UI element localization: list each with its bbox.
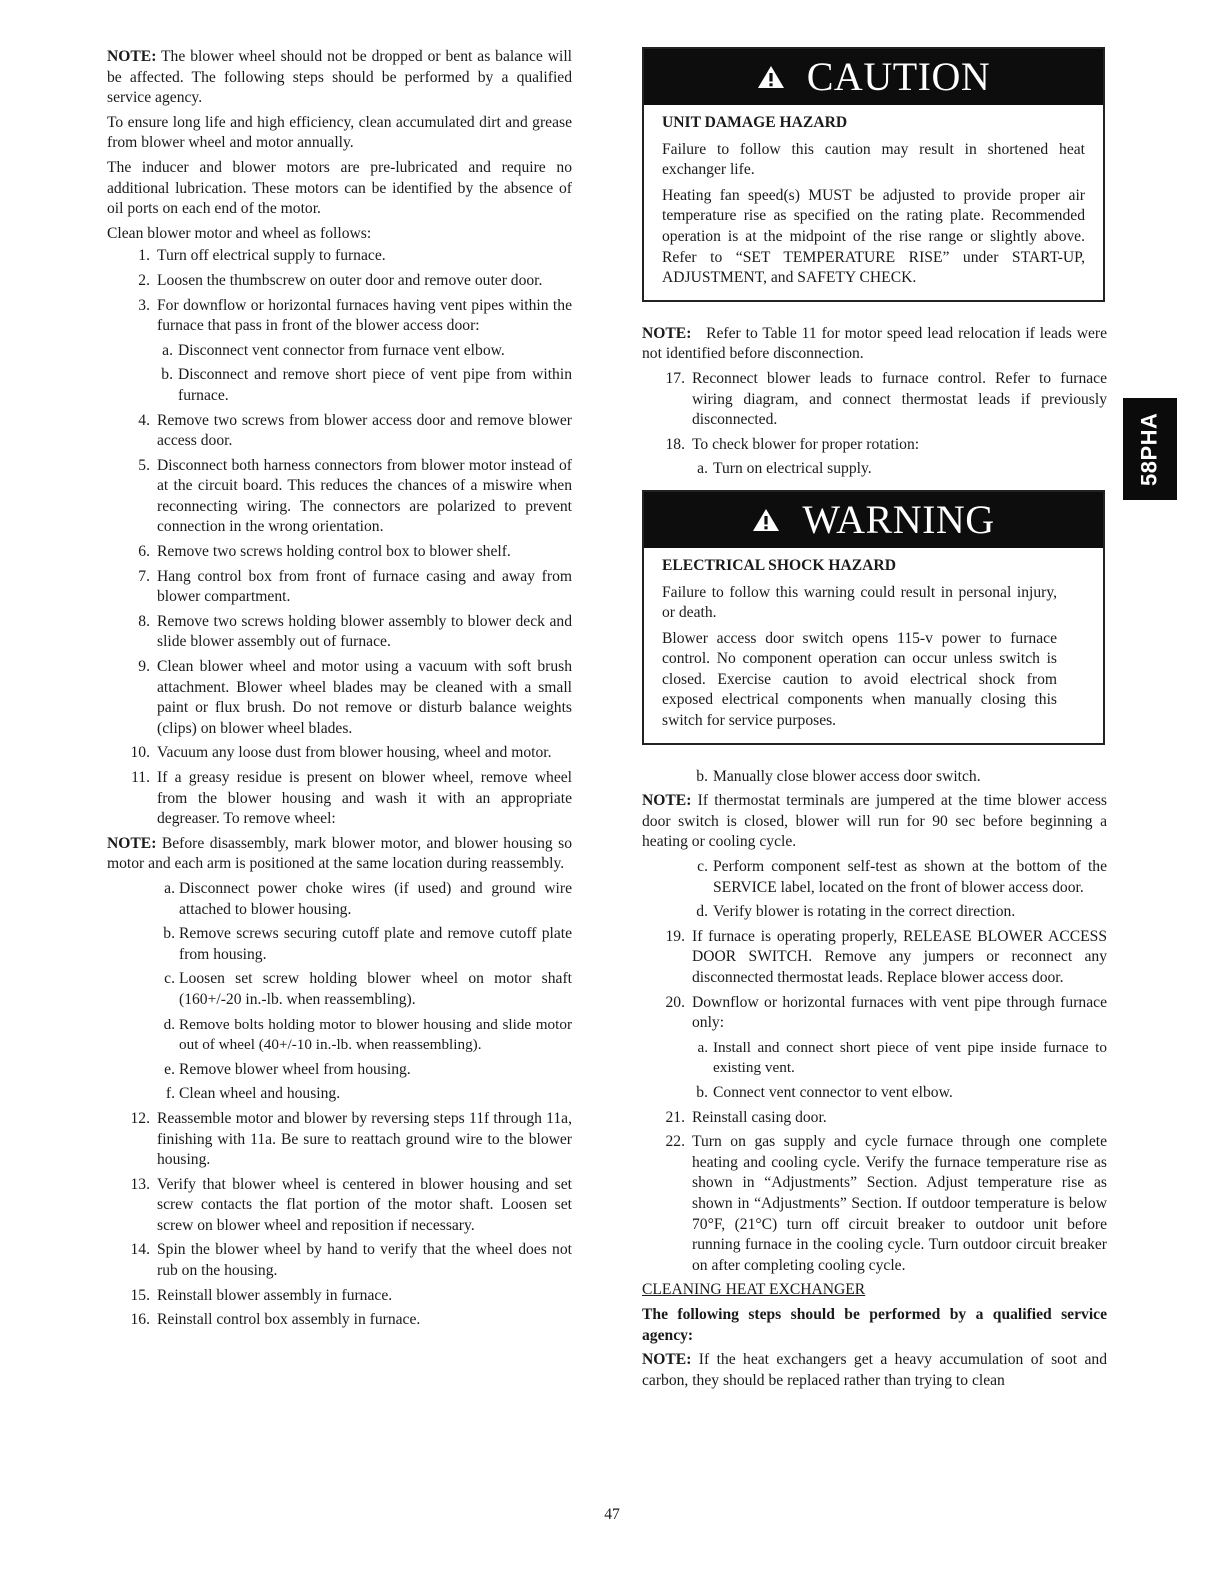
step-item: 2. Loosen the thumbscrew on outer door and remove outer door.	[138, 271, 543, 289]
caution-heading: CAUTION	[806, 53, 991, 99]
step-item: 1. Turn off electrical supply to furnace.	[138, 247, 386, 265]
step-item: 17. Reconnect blower leads to furnace control. Refer to furnace wiring diagram, and connect thermostat leads if previously disconnected.	[665, 369, 1107, 429]
note-text: If the heat exchangers get a heavy accumulation of soot and carbon, they should be replaced rather than trying to clean	[642, 1351, 1107, 1389]
note-label: NOTE:	[107, 834, 157, 852]
step-item: 20. Downflow or horizontal furnaces with vent pipe through furnace only:	[665, 993, 1107, 1032]
intro-paragraph: Clean blower motor and wheel as follows:	[107, 224, 372, 242]
caution-text: Failure to follow this caution may result in shortened heat exchanger life.	[662, 140, 1085, 179]
warning-heading: WARNING	[802, 496, 995, 542]
section-heading: CLEANING HEAT EXCHANGER	[642, 1281, 866, 1299]
substep-item: f. Clean wheel and housing.	[165, 1085, 341, 1103]
step-item: 6. Remove two screws holding control box to blower shelf.	[138, 543, 511, 561]
step-item: 22. Turn on gas supply and cycle furnace through one complete heating and cooling cycle. Verify the furnace temperature rise as shown in “Adjustments” Section. Adjust temperature rise as shown in “Adjustments” Section. If outdoor temperature is below 70°F, (21°C) turn off circuit breaker to outdoor unit before running furnace in the cooling cycle. Turn outdoor circuit breaker on after completing cooling cycle.	[665, 1133, 1107, 1274]
warning-header	[644, 492, 1103, 548]
substep-item: c. Perform component self-test as shown at the bottom of the SERVICE label, located on the front of blower access door.	[697, 858, 1107, 896]
step-item: 18. To check blower for proper rotation:	[665, 435, 920, 453]
step-item: 10. Vacuum any loose dust from blower housing, wheel and motor.	[130, 744, 552, 762]
substep-item: d. Remove bolts holding motor to blower housing and slide motor out of wheel (40+/-10 in.-lb. when reassembling).	[163, 1015, 572, 1054]
caution-text: Heating fan speed(s) MUST be adjusted to provide proper air temperature rise as specified on the rating plate. Recommended operation is at the midpoint of the rise range or slightly above. Refer to “SET TEMPERATURE RISE” under START-UP, ADJUSTMENT, and SAFETY CHECK.	[662, 186, 1085, 287]
warning-body	[644, 548, 1103, 743]
caution-box	[642, 47, 1105, 302]
note-disassembly	[107, 834, 572, 875]
note-text: Before disassembly, mark blower motor, and blower housing so motor and each arm is positioned at the same location during reassembly.	[107, 834, 572, 873]
substep-item: b. Remove screws securing cutoff plate and remove cutoff plate from housing.	[163, 925, 572, 963]
substep-item: a. Disconnect vent connector from furnace vent elbow.	[162, 341, 505, 359]
step-item: 4. Remove two screws from blower access door and remove blower access door.	[138, 411, 572, 450]
substep-item: a. Turn on electrical supply.	[697, 460, 872, 478]
warning-text: Failure to follow this warning could result in personal injury, or death.	[662, 583, 1057, 622]
qualified-notice: The following steps should be performed by a qualified service agency:	[642, 1305, 1107, 1344]
step-item: 14. Spin the blower wheel by hand to verify that the wheel does not rub on the housing.	[130, 1241, 572, 1280]
substep-item: b. Manually close blower access door switch.	[696, 767, 981, 785]
warning-triangle-icon	[757, 65, 785, 89]
warning-title: ELECTRICAL SHOCK HAZARD	[662, 556, 896, 574]
step-item: 8. Remove two screws holding blower assembly to blower deck and slide blower assembly out of furnace.	[138, 612, 572, 651]
warning-box	[642, 490, 1105, 745]
step-item: 12. Reassemble motor and blower by reversing steps 11f through 11a, finishing with 11a. Be sure to reattach ground wire to the blower housing.	[130, 1109, 572, 1169]
step-item: 19. If furnace is operating properly, RELEASE BLOWER ACCESS DOOR SWITCH. Remove any jumpers or reconnect any disconnected thermostat leads. Replace blower access door.	[665, 927, 1107, 986]
step-item: 15. Reinstall blower assembly in furnace.	[130, 1286, 393, 1304]
note-text: If thermostat terminals are jumpered at the time blower access door switch is closed, blower will run for 90 sec before beginning a heating or cooling cycle.	[642, 792, 1107, 851]
left-column	[107, 47, 572, 1335]
right-column	[642, 47, 1107, 1395]
note-heat-exchanger	[642, 1350, 1107, 1391]
model-side-tab	[1123, 398, 1177, 500]
note-label: NOTE:	[642, 324, 692, 342]
caution-body	[644, 105, 1103, 300]
substep-item: d. Verify blower is rotating in the correct direction.	[696, 903, 1016, 921]
step-item: 7. Hang control box from front of furnace casing and away from blower compartment.	[138, 567, 572, 606]
note-label: NOTE:	[107, 48, 157, 65]
note-label: NOTE:	[642, 1351, 692, 1369]
substep-item: a. Install and connect short piece of vent pipe inside furnace to existing vent.	[697, 1038, 1107, 1077]
caution-header	[644, 49, 1103, 105]
page-number: 47	[604, 1506, 620, 1523]
note-table-11	[642, 324, 1107, 365]
substep-item: c. Loosen set screw holding blower wheel on motor shaft (160+/-20 in.-lb. when reassembling).	[164, 970, 572, 1008]
intro-note	[107, 47, 572, 109]
substep-item: e. Remove blower wheel from housing.	[164, 1060, 411, 1078]
intro-paragraph: To ensure long life and high efficiency, clean accumulated dirt and grease from blower wheel and motor annually.	[107, 113, 572, 152]
step-item: 9. Clean blower wheel and motor using a vacuum with soft brush attachment. Blower wheel blades may be cleaned with a small paint or flux brush. Do not remove or disturb balance weights (clips) on blower wheel blades.	[138, 658, 572, 737]
note-jumpered	[642, 791, 1107, 853]
model-label: 58PHA	[1136, 412, 1162, 486]
warning-triangle-icon	[752, 508, 780, 532]
step-item: 21. Reinstall casing door.	[665, 1108, 827, 1126]
note-text: Refer to Table 11 for motor speed lead relocation if leads were not identified before disconnection.	[642, 324, 1107, 363]
substep-item: b. Disconnect and remove short piece of vent pipe from within furnace.	[161, 366, 572, 404]
note-text: The blower wheel should not be dropped or bent as balance will be affected. The following steps should be performed by a qualified service agency.	[107, 48, 572, 107]
step-item: 5. Disconnect both harness connectors from blower motor instead of at the circuit board. This reduces the chances of a miswire when reconnecting wiring. The connectors are polarized to prevent connection in the wrong orientation.	[138, 456, 572, 536]
substep-item: b. Connect vent connector to vent elbow.	[696, 1083, 953, 1101]
step-item: 16. Reinstall control box assembly in furnace.	[130, 1311, 421, 1329]
step-item: 3. For downflow or horizontal furnaces having vent pipes within the furnace that pass in front of the blower access door:	[138, 296, 572, 335]
warning-text: Blower access door switch opens 115-v power to furnace control. No component operation can occur unless switch is closed. Exercise caution to avoid electrical shock from exposed electrical components when manually closing this switch for service purposes.	[662, 629, 1057, 730]
substep-item: a. Disconnect power choke wires (if used) and ground wire attached to blower housing.	[164, 879, 572, 918]
step-item: 13. Verify that blower wheel is centered in blower housing and set screw contacts the flat portion of the motor shaft. Loosen set screw on blower wheel and reposition if necessary.	[130, 1175, 572, 1234]
step-item: 11. If a greasy residue is present on blower wheel, remove wheel from the blower housing and wash it with an appropriate degreaser. To remove wheel:	[131, 769, 572, 828]
caution-title: UNIT DAMAGE HAZARD	[662, 114, 848, 131]
note-label: NOTE:	[642, 792, 692, 810]
intro-paragraph: The inducer and blower motors are pre-lubricated and require no additional lubrication. These motors can be identified by the absence of oil ports on each end of the motor.	[107, 158, 572, 218]
